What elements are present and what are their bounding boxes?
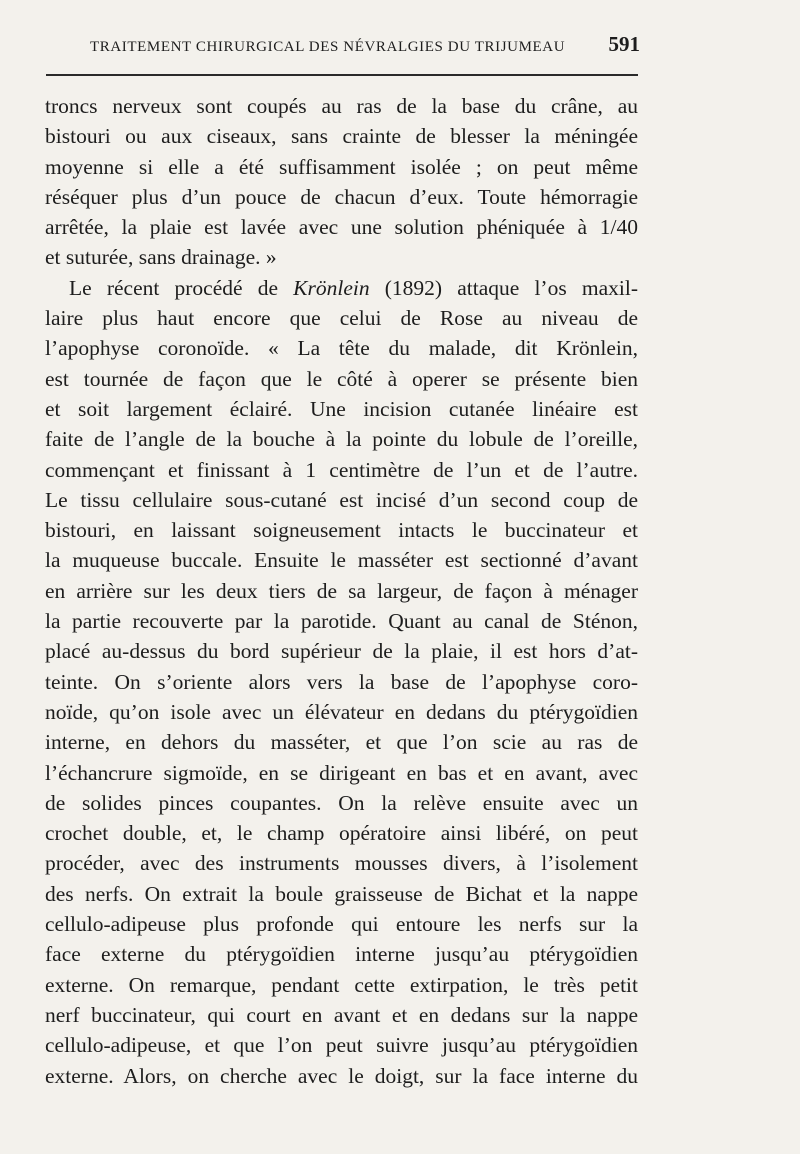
text-line: externe. On remarque, pendant cette extirpation, le très petit: [45, 972, 638, 997]
text-line: teinte. On s’oriente alors vers la base de l’apophyse coro-: [45, 669, 638, 694]
text-line: des nerfs. On extrait la boule graisseuse de Bichat et la nappe: [45, 881, 638, 906]
page-number: 591: [608, 32, 640, 56]
text-line: de solides pinces coupantes. On la relève ensuite avec un: [45, 790, 638, 815]
text-line: externe. Alors, on cherche avec le doigt, sur la face interne du: [45, 1063, 638, 1088]
text-line: l’échancrure sigmoïde, en se dirigeant en bas et en avant, avec: [45, 760, 638, 785]
text-line: l’apophyse coronoïde. « La tête du malade, dit Krönlein,: [45, 336, 638, 361]
text-line: interne, en dehors du masséter, et que l’on scie au ras de: [45, 730, 638, 755]
text-line: moyenne si elle a été suffisamment isolée ; on peut même: [45, 154, 638, 179]
text-line: commençant et finissant à 1 centimètre de l’un et de l’autre.: [45, 457, 638, 482]
text-line: laire plus haut encore que celui de Rose au niveau de: [45, 306, 638, 331]
text-line: Le tissu cellulaire sous-cutané est incisé d’un second coup de: [45, 487, 638, 512]
text-line: noïde, qu’on isole avec un élévateur en dedans du ptérygoïdien: [45, 699, 638, 724]
text-line: cellulo-adipeuse plus profonde qui entoure les nerfs sur la: [45, 912, 638, 937]
text-line: est tournée de façon que le côté à operer se présente bien: [45, 366, 638, 391]
text-line: cellulo-adipeuse, et que l’on peut suivre jusqu’au ptérygoïdien: [45, 1033, 638, 1058]
text-line: face externe du ptérygoïdien interne jusqu’au ptérygoïdien: [45, 942, 638, 967]
text-line: et suturée, sans drainage. »: [45, 245, 277, 270]
body-text: [45, 91, 638, 1091]
text-line: la muqueuse buccale. Ensuite le masséter est sectionné d’avant: [45, 548, 638, 573]
text-line: en arrière sur les deux tiers de sa largeur, de façon à ménager: [45, 578, 638, 603]
text-line: et soit largement éclairé. Une incision cutanée linéaire est: [45, 396, 638, 421]
text-segment: Le récent procédé de: [69, 275, 294, 300]
text-line: nerf buccinateur, qui court en avant et en dedans sur la nappe: [45, 1002, 638, 1027]
text-segment: (1892) attaque l’os maxil-: [369, 275, 638, 300]
text-line: procéder, avec des instruments mousses divers, à l’isolement: [45, 851, 638, 876]
text-line: la partie recouverte par la parotide. Quant au canal de Sténon,: [45, 609, 638, 634]
text-line: arrêtée, la plaie est lavée avec une solution phéniquée à 1/40: [45, 215, 638, 240]
text-line: réséquer plus d’un pouce de chacun d’eux. Toute hémorragie: [45, 184, 638, 209]
text-line: faite de l’angle de la bouche à la pointe du lobule de l’oreille,: [45, 427, 638, 452]
author-name-italic: Krönlein: [293, 275, 370, 300]
page-header: [90, 32, 640, 58]
header-rule: [46, 74, 638, 76]
text-line: bistouri, en laissant soigneusement intacts le buccinateur et: [45, 518, 638, 543]
running-title: TRAITEMENT CHIRURGICAL DES NÉVRALGIES DU TRIJUMEAU: [90, 39, 566, 55]
text-line: placé au-dessus du bord supérieur de la plaie, il est hors d’at-: [45, 639, 638, 664]
text-line: troncs nerveux sont coupés au ras de la base du crâne, au: [45, 94, 638, 118]
text-line: crochet double, et, le champ opératoire ainsi libéré, on peut: [45, 821, 638, 846]
paragraph-start-line: [45, 273, 638, 303]
text-line: bistouri ou aux ciseaux, sans crainte de blesser la méningée: [45, 124, 638, 149]
